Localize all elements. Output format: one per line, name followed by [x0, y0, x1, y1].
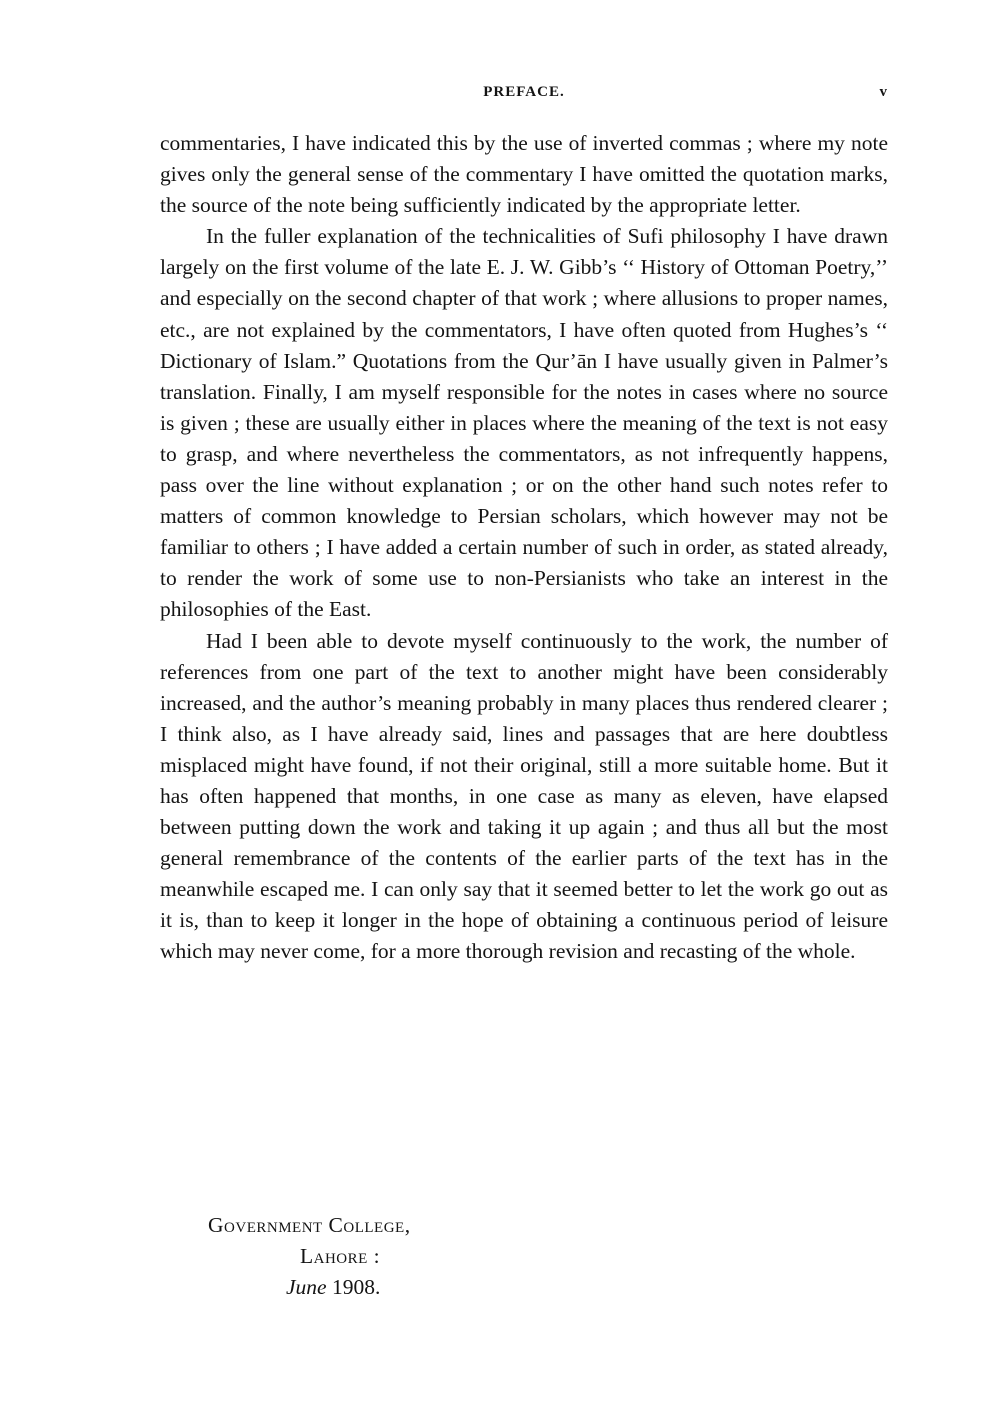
page-number: v	[879, 84, 888, 100]
page-title: PREFACE.	[483, 84, 565, 100]
signoff-date	[286, 1272, 380, 1303]
signoff-year: 1908.	[331, 1275, 381, 1299]
signoff-city: Lahore :	[300, 1244, 381, 1268]
paragraph-continued: commentaries, I have indicated this by the use of inverted commas ; where my note gives only the general sense of the commentary I have omitted the quotation marks, the source of the note being sufficiently indicated by the appropriate letter.	[160, 131, 888, 218]
signoff-institution: Government College,	[208, 1213, 411, 1237]
paragraph: In the fuller explanation of the technicalities of Sufi philosophy I have drawn largely on the first volume of the late E. J. W. Gibb’s ‘‘ History of Ottoman Poetry,’’ and especially on the second chapter of that work ; where allusions to proper names, etc., are not explained by the commentators, I have often quoted from Hughes’s ‘‘ Dictionary of Islam.” Quotations from the Qur’ān I have usually given in Palmer’s translation. Finally, I am myself responsible for the notes in cases where no source is given ; these are usually either in places where the meaning of the text is not easy to grasp, and where nevertheless the commentators, as not infrequently happens, pass over the line without explanation ; or on the other hand such notes refer to matters of common knowledge to Persian scholars, which however may not be familiar to others ; I have added a certain number of such in order, as stated already, to render the work of some use to non-Persianists who take an interest in the philosophies of the East.	[160, 224, 888, 622]
paragraph: Had I been able to devote myself continuously to the work, the number of references from one part of the text to another might have been considerably increased, and the author’s meaning probably in many places thus rendered clearer ; I think also, as I have already said, lines and passages that are here doubtless misplaced might have found, if not their original, still a more suitable home. But it has often happened that months, in one case as many as eleven, have elapsed between putting down the work and taking it up again ; and thus all but the most general remembrance of the contents of the earlier parts of the text has in the meanwhile escaped me. I can only say that it seemed better to let the work go out as it is, than to keep it longer in the hope of obtaining a continuous period of leisure which may never come, for a more thorough revision and recasting of the whole.	[160, 628, 888, 964]
running-head	[160, 84, 888, 106]
body-text	[160, 128, 888, 968]
signoff-month: June	[286, 1275, 327, 1299]
